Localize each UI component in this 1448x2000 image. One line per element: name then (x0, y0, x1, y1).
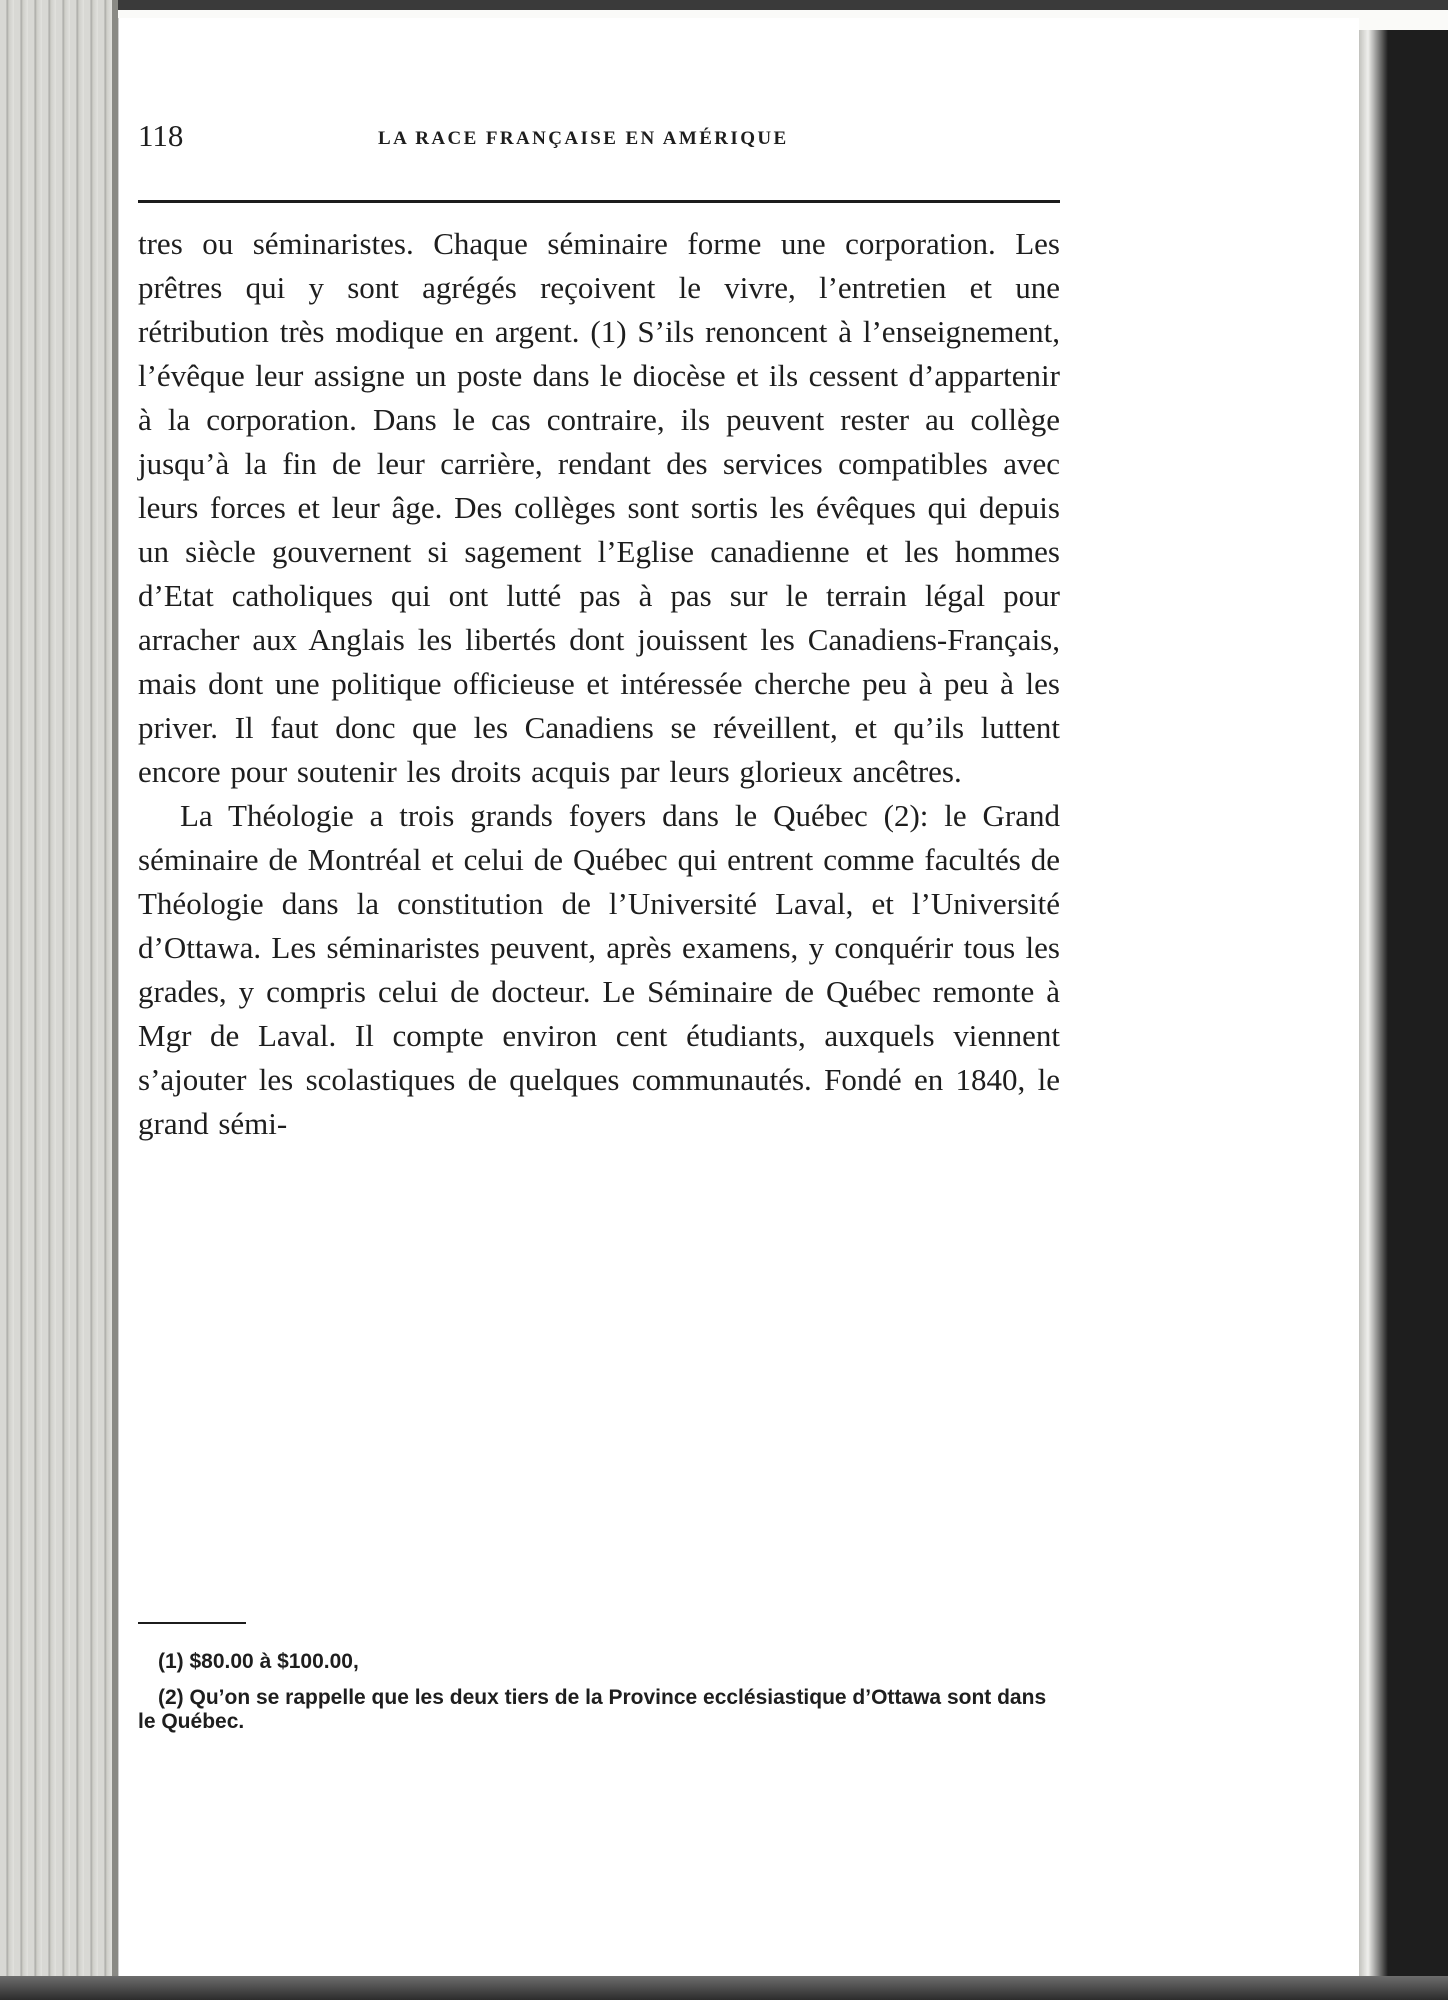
page-stack-edge (0, 0, 118, 2000)
footnote-2: (2) Qu’on se rappelle que les deux tiers de la Province ecclésiastique d’Ottawa sont dans le Québec. (138, 1686, 1047, 1733)
page-number: 118 (138, 118, 184, 153)
footnote-rule (138, 1622, 246, 1624)
footnotes (138, 1650, 1060, 1746)
scan-bottom-edge (0, 1976, 1448, 2000)
header-rule (138, 200, 1060, 203)
paragraph-1: tres ou séminaristes. Chaque séminaire forme une corporation. Les prêtres qui y sont agrégés reçoivent le vivre, l’entretien et une rétribution très modique en argent. (1) S’ils renoncent à l’enseignement, l’évêque leur assigne un poste dans le diocèse et ils cessent d’appartenir à la corporation. Dans le cas contraire, ils peuvent rester au collège jusqu’à la fin de leur carrière, rendant des services compatibles avec leurs forces et leur âge. Des collèges sont sortis les évêques qui depuis un siècle gouvernent si sagement l’Eglise canadienne et les hommes d’Etat catholiques qui ont lutté pas à pas sur le terrain légal pour arracher aux Anglais les libertés dont jouissent les Canadiens-Français, mais dont une politique officieuse et intéressée cherche peu à peu à les priver. Il faut donc que les Canadiens se réveillent, et qu’ils luttent encore pour soutenir les droits acquis par leurs glorieux ancêtres. (138, 226, 1060, 789)
paragraph-2: La Théologie a trois grands foyers dans le Québec (2): le Grand séminaire de Montréal et celui de Québec qui entrent comme facultés de Théologie dans la constitution de l’Université Laval, et l’Université d’Ottawa. Les séminaristes peuvent, après examens, y conquérir tous les grades, y compris celui de docteur. Le Séminaire de Québec remonte à Mgr de Laval. Il compte environ cent étudiants, auxquels viennent s’ajouter les scolastiques de quelques communautés. Fondé en 1840, le grand sémi- (138, 798, 1060, 1141)
footnote-1: (1) $80.00 à $100.00, (158, 1650, 359, 1673)
running-title: LA RACE FRANÇAISE EN AMÉRIQUE (378, 128, 789, 149)
running-head (138, 118, 1060, 174)
binding-shadow (1358, 30, 1448, 1980)
scan-top-edge (0, 0, 1448, 10)
body-text (138, 222, 1060, 1146)
